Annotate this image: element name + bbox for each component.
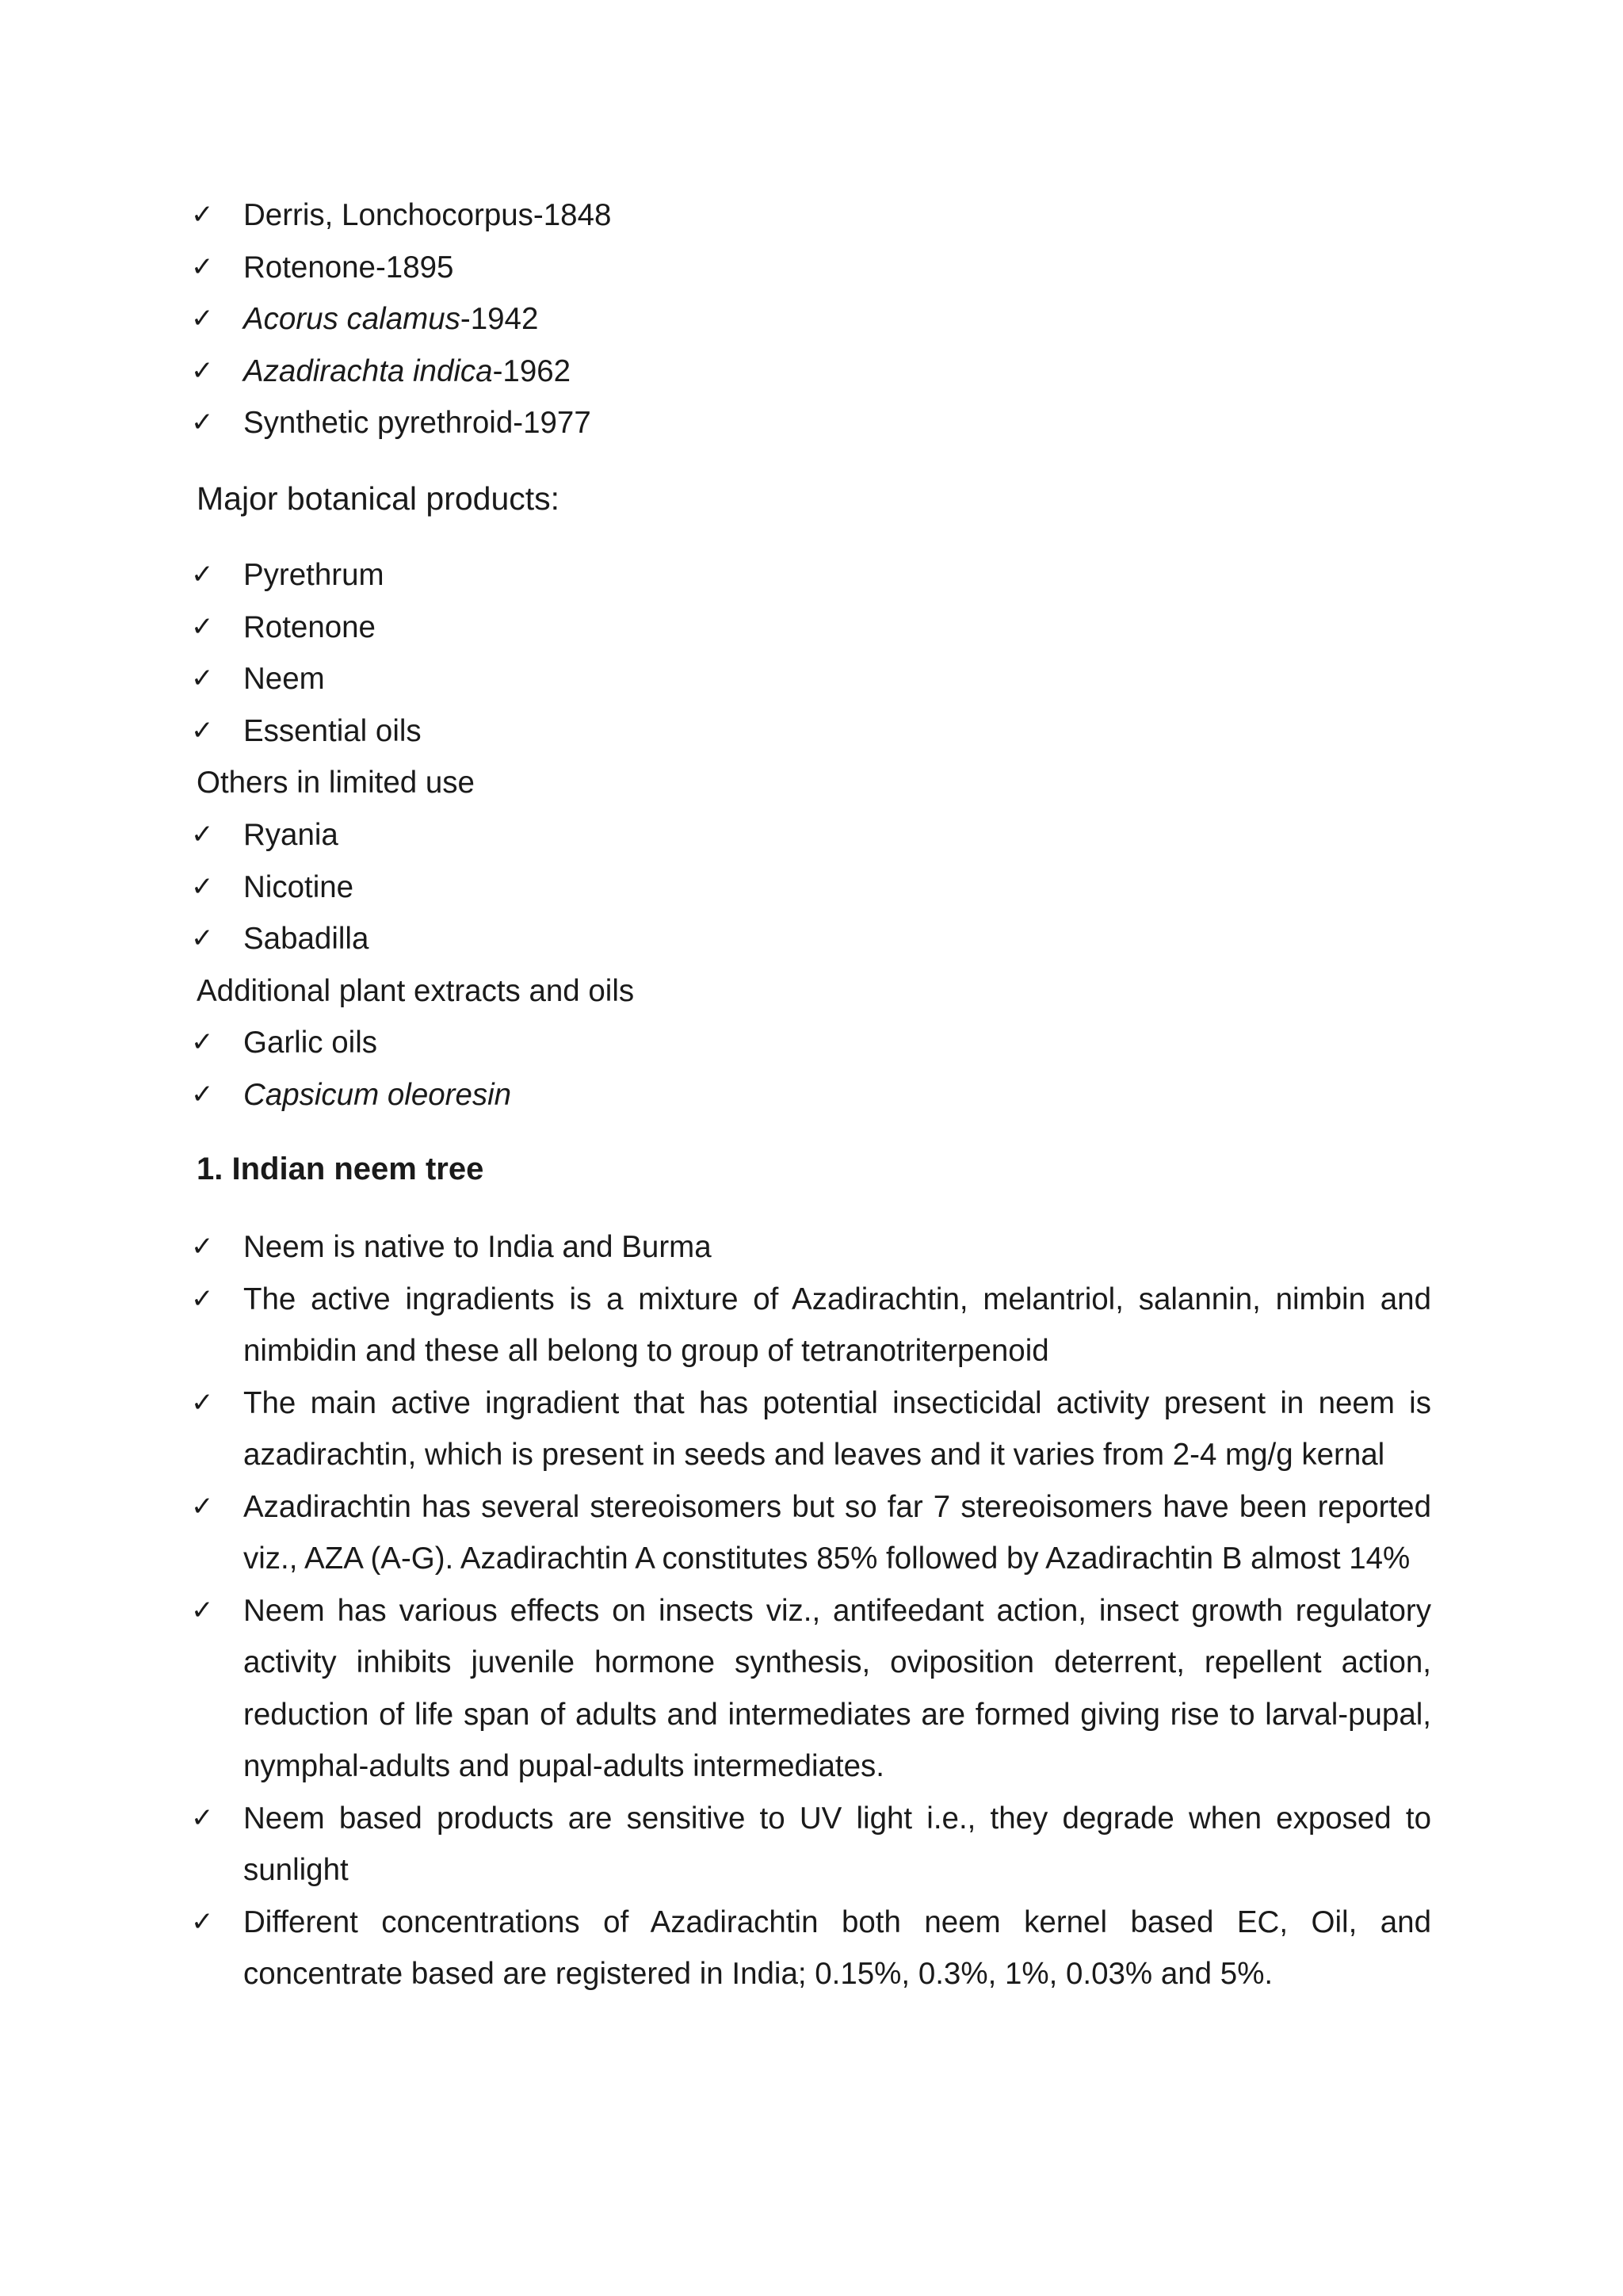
list-item-text: Capsicum oleoresin <box>243 1077 512 1112</box>
others-heading: Others in limited use <box>197 766 475 800</box>
checkmark-icon: ✓ <box>191 870 214 903</box>
history-list <box>191 189 1431 449</box>
list-item-text: Neem based products are sensitive to UV light i.e., they degrade when exposed to sunlight <box>243 1801 1431 1887</box>
list-item-text: Rotenone <box>243 609 376 644</box>
list-item <box>191 1481 1431 1585</box>
checkmark-icon: ✓ <box>191 250 214 283</box>
list-item-text: Azadirachtin has several stereoisomers but so far 7 stereoisomers have been reported viz., AZA (A-G). Azadirachtin A constitutes 85% followed by Azadirachtin B almost 14% <box>243 1489 1431 1576</box>
list-item-text: The main active ingradient that has potential insecticidal activity present in neem is azadirachtin, which is present in seeds and leaves and it varies from 2-4 mg/g kernal <box>243 1385 1431 1472</box>
major-products-list <box>191 549 1431 757</box>
checkmark-icon: ✓ <box>191 610 214 643</box>
list-item <box>191 1069 1431 1121</box>
list-item-text: Sabadilla <box>243 922 369 956</box>
list-item <box>191 242 1431 294</box>
list-item-text: Synthetic pyrethroid-1977 <box>243 406 591 440</box>
list-item-text: Ryania <box>243 818 338 852</box>
list-item-text: Garlic oils <box>243 1026 378 1060</box>
others-list <box>191 809 1431 965</box>
checkmark-icon: ✓ <box>191 407 214 438</box>
list-item-text: Essential oils <box>243 713 422 748</box>
list-item <box>191 1585 1431 1793</box>
checkmark-icon: ✓ <box>191 1905 214 1938</box>
additional-heading: Additional plant extracts and oils <box>197 974 635 1008</box>
list-item <box>191 1377 1431 1481</box>
list-item <box>191 189 1431 242</box>
checkmark-icon: ✓ <box>191 354 214 387</box>
major-products-heading: Major botanical products: <box>197 480 560 517</box>
checkmark-icon: ✓ <box>191 1490 214 1522</box>
checkmark-icon: ✓ <box>191 199 214 231</box>
checkmark-icon: ✓ <box>191 1282 214 1315</box>
checkmark-icon: ✓ <box>191 663 214 694</box>
list-item <box>191 549 1431 602</box>
list-item <box>191 293 1431 346</box>
additional-list <box>191 1017 1431 1121</box>
list-item-text: Nicotine <box>243 869 354 904</box>
list-item <box>191 1793 1431 1897</box>
checkmark-icon: ✓ <box>191 1594 214 1626</box>
checkmark-icon: ✓ <box>191 1078 214 1110</box>
list-item <box>191 913 1431 965</box>
checkmark-icon: ✓ <box>191 819 214 850</box>
list-item-text: Acorus calamus-1942 <box>243 302 539 336</box>
list-item <box>191 705 1431 758</box>
checkmark-icon: ✓ <box>191 303 214 334</box>
checkmark-icon: ✓ <box>191 1801 214 1834</box>
list-item-text: Azadirachta indica-1962 <box>243 353 571 388</box>
list-item <box>191 1221 1431 1274</box>
list-item <box>191 397 1431 449</box>
checkmark-icon: ✓ <box>191 1386 214 1419</box>
checkmark-icon: ✓ <box>191 1026 214 1058</box>
checkmark-icon: ✓ <box>191 1231 214 1263</box>
list-item <box>191 809 1431 861</box>
list-item-text: Different concentrations of Azadirachtin both neem kernel based EC, Oil, and concentrate based are registered in India; 0.15%, 0.3%, 1%, 0.03% and 5%. <box>243 1904 1431 1991</box>
list-item <box>191 1897 1431 2000</box>
list-item <box>191 1274 1431 1377</box>
list-item <box>191 861 1431 914</box>
list-item <box>191 602 1431 654</box>
list-item-text: The active ingradients is a mixture of Azadirachtin, melantriol, salannin, nimbin and nimbidin and these all belong to group of tetranotriterpenoid <box>243 1282 1431 1368</box>
list-item-text: Pyrethrum <box>243 558 384 592</box>
neem-section-heading: 1. Indian neem tree <box>197 1152 484 1186</box>
list-item-text: Neem has various effects on insects viz., antifeedant action, insect growth regulatory activity inhibits juvenile hormone synthesis, oviposition deterrent, repellent action, reduction of life span of adults and intermediates are formed giving rise to larval-pupal, nymphal-adults and pupal-adults intermediates. <box>243 1593 1431 1783</box>
list-item <box>191 1017 1431 1069</box>
list-item <box>191 653 1431 705</box>
checkmark-icon: ✓ <box>191 923 214 954</box>
checkmark-icon: ✓ <box>191 559 214 590</box>
checkmark-icon: ✓ <box>191 714 214 747</box>
list-item-text: Rotenone-1895 <box>243 250 454 285</box>
list-item-text: Neem is native to India and Burma <box>243 1230 712 1264</box>
neem-points-list <box>191 1221 1431 2000</box>
list-item-text: Derris, Lonchocorpus-1848 <box>243 198 612 232</box>
list-item-text: Neem <box>243 662 325 696</box>
list-item <box>191 346 1431 398</box>
